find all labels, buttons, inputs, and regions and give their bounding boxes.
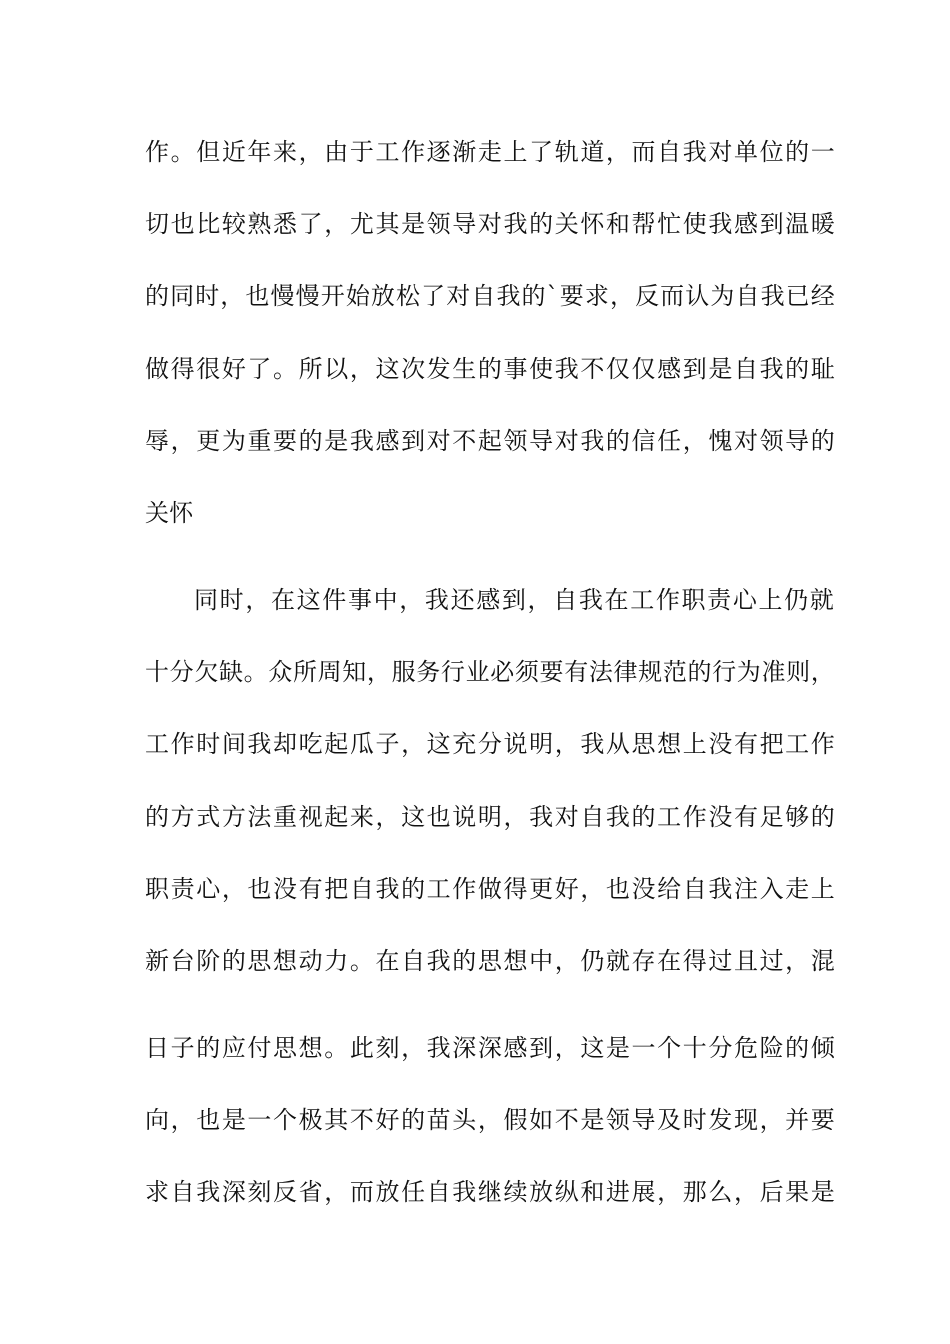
- text-line: 做得很好了。所以，这次发生的事使我不仅仅感到是自我的耻: [145, 355, 835, 383]
- text-line: 关怀: [145, 499, 194, 527]
- text-line: 的方式方法重视起来，这也说明，我对自我的工作没有足够的: [145, 803, 835, 831]
- text-line: 十分欠缺。众所周知，服务行业必须要有法律规范的行为准则，: [145, 658, 835, 686]
- text-line: 日子的应付思想。此刻，我深深感到，这是一个十分危险的倾: [145, 1034, 835, 1062]
- text-line: 工作时间我却吃起瓜子，这充分说明，我从思想上没有把工作: [145, 730, 835, 758]
- text-line: 向，也是一个极其不好的苗头，假如不是领导及时发现，并要: [145, 1106, 835, 1134]
- paragraph-first-line: 同时，在这件事中，我还感到，自我在工作职责心上仍就: [194, 586, 834, 614]
- text-line: 新台阶的思想动力。在自我的思想中，仍就存在得过且过，混: [145, 947, 835, 975]
- text-line: 的同时，也慢慢开始放松了对自我的`要求，反而认为自我已经: [145, 282, 835, 310]
- text-line: 切也比较熟悉了，尤其是领导对我的关怀和帮忙使我感到温暖: [145, 210, 835, 238]
- text-line: 辱，更为重要的是我感到对不起领导对我的信任，愧对领导的: [145, 427, 835, 455]
- text-line: 作。但近年来，由于工作逐渐走上了轨道，而自我对单位的一: [145, 138, 835, 166]
- text-line: 求自我深刻反省，而放任自我继续放纵和进展，那么，后果是: [145, 1178, 835, 1206]
- text-line: 职责心，也没有把自我的工作做得更好，也没给自我注入走上: [145, 875, 835, 903]
